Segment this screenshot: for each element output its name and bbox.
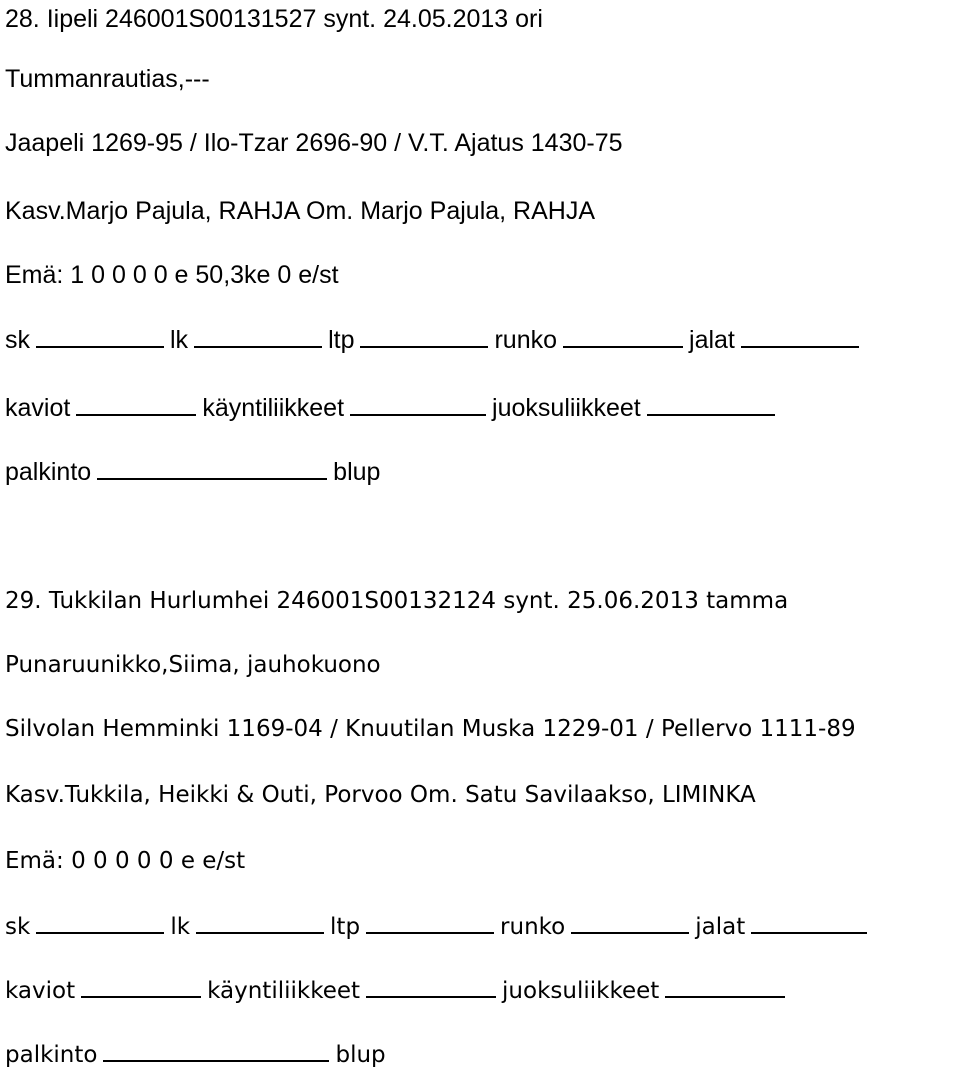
score-fields-row-2 (5, 974, 791, 1004)
field-label-jalat: jalat (689, 326, 735, 354)
field-label-sk: sk (5, 914, 31, 940)
blank-lk (194, 324, 322, 348)
blank-runko (563, 324, 683, 348)
field-label-kayntiliikkeet: käyntiliikkeet (202, 394, 345, 422)
field-label-juoksuliikkeet: juoksuliikkeet (502, 978, 660, 1004)
field-label-ltp: ltp (328, 326, 355, 354)
blank-juoksuliikkeet (647, 392, 775, 416)
entry-dam-record: Emä: 0 0 0 0 0 e e/st (5, 848, 246, 874)
field-label-ltp: ltp (330, 914, 361, 940)
entry-color: Tummanrautias,--- (5, 65, 210, 93)
field-label-sk: sk (5, 326, 30, 354)
field-label-blup: blup (335, 1042, 386, 1068)
field-label-kaviot: kaviot (5, 394, 71, 422)
blank-palkinto (97, 456, 327, 480)
field-label-lk: lk (170, 914, 191, 940)
blank-jalat (751, 910, 867, 934)
blank-runko (571, 910, 689, 934)
field-label-kaviot: kaviot (5, 978, 76, 1004)
field-label-blup: blup (333, 458, 381, 486)
blank-juoksuliikkeet (665, 974, 785, 998)
blank-kayntiliikkeet (350, 392, 486, 416)
blank-sk (36, 324, 164, 348)
entry-pedigree: Silvolan Hemminki 1169-04 / Knuutilan Muska 1229-01 / Pellervo 1111-89 (5, 716, 856, 742)
field-label-kayntiliikkeet: käyntiliikkeet (207, 978, 361, 1004)
blank-kaviot (81, 974, 201, 998)
score-fields-row-1 (5, 324, 865, 354)
entry-pedigree: Jaapeli 1269-95 / Ilo-Tzar 2696-90 / V.T. Ajatus 1430-75 (5, 129, 623, 157)
blank-palkinto (103, 1038, 329, 1062)
score-fields-row-3 (5, 456, 380, 486)
entry-breeder-owner: Kasv.Marjo Pajula, RAHJA Om. Marjo Pajula, RAHJA (5, 197, 596, 225)
blank-sk (36, 910, 164, 934)
field-label-lk: lk (170, 326, 189, 354)
blank-ltp (366, 910, 494, 934)
blank-ltp (360, 324, 488, 348)
blank-kayntiliikkeet (366, 974, 496, 998)
score-fields-row-3 (5, 1038, 386, 1068)
entry-color: Punaruunikko,Siima, jauhokuono (5, 652, 381, 678)
field-label-palkinto: palkinto (5, 458, 92, 486)
blank-kaviot (76, 392, 196, 416)
field-label-palkinto: palkinto (5, 1042, 98, 1068)
score-fields-row-1 (5, 910, 873, 940)
blank-lk (196, 910, 324, 934)
entry-heading: 28. Iipeli 246001S00131527 synt. 24.05.2013 ori (5, 5, 543, 33)
entry-dam-record: Emä: 1 0 0 0 0 e 50,3ke 0 e/st (5, 261, 339, 289)
field-label-jalat: jalat (695, 914, 746, 940)
entry-breeder-owner: Kasv.Tukkila, Heikki & Outi, Porvoo Om. Satu Savilaakso, LIMINKA (5, 782, 756, 808)
field-label-runko: runko (494, 326, 558, 354)
field-label-juoksuliikkeet: juoksuliikkeet (492, 394, 641, 422)
blank-jalat (741, 324, 859, 348)
score-fields-row-2 (5, 392, 781, 422)
field-label-runko: runko (500, 914, 566, 940)
entry-heading: 29. Tukkilan Hurlumhei 246001S00132124 synt. 25.06.2013 tamma (5, 588, 789, 614)
